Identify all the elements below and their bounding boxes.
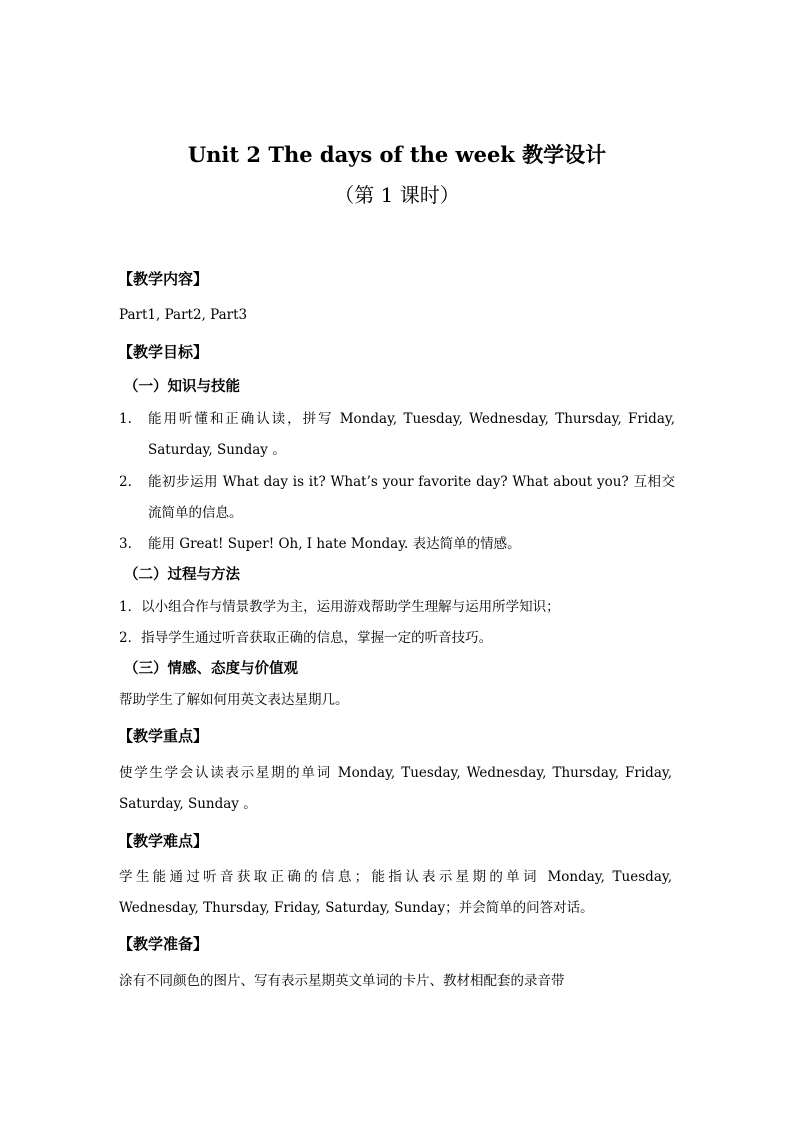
- knowledge-item-1-line2: Saturday, Sunday 。: [148, 442, 286, 458]
- difficulties-line1: 学生能通过听音获取正确的信息；能指认表示星期的单词 Monday, Tuesday,: [119, 869, 672, 885]
- key-points-heading: 【教学重点】: [118, 727, 209, 745]
- difficulties-line2: Wednesday, Thursday, Friday, Saturday, Sunday；并会简单的问答对话。: [119, 900, 594, 916]
- process-item-2: 2．指导学生通过听音获取正确的信息，掌握一定的听音技巧。: [119, 630, 493, 646]
- preparation-text: 涂有不同颜色的图片、写有表示星期英文单词的卡片、教材相配套的录音带: [119, 973, 565, 989]
- objectives-heading: 【教学目标】: [118, 343, 209, 361]
- key-points-line2: Saturday, Sunday 。: [119, 796, 257, 812]
- document-subtitle: （第 1 课时）: [334, 183, 460, 207]
- knowledge-item-2-line2: 流简单的信息。: [148, 505, 243, 521]
- difficulties-heading: 【教学难点】: [118, 832, 209, 850]
- preparation-heading: 【教学准备】: [118, 935, 209, 953]
- emotion-text: 帮助学生了解如何用英文表达星期几。: [119, 692, 349, 708]
- knowledge-heading: （一）知识与技能: [124, 378, 240, 395]
- key-points-line1: 使学生学会认读表示星期的单词 Monday, Tuesday, Wednesday, Thursday, Friday,: [119, 765, 672, 781]
- content-heading: 【教学内容】: [118, 270, 209, 288]
- document-title: Unit 2 The days of the week 教学设计: [187, 142, 607, 167]
- knowledge-item-2-num: 2.: [119, 474, 132, 490]
- knowledge-item-3-num: 3.: [119, 536, 132, 552]
- emotion-heading: （三）情感、态度与价值观: [124, 660, 298, 677]
- content-text: Part1, Part2, Part3: [119, 307, 248, 323]
- knowledge-item-1-line1: 能用听懂和正确认读，拼写 Monday, Tuesday, Wednesday, Thursday, Friday,: [148, 411, 675, 427]
- process-item-1: 1．以小组合作与情景教学为主，运用游戏帮助学生理解与运用所学知识；: [119, 599, 560, 615]
- knowledge-item-1-num: 1.: [119, 411, 132, 427]
- knowledge-item-3-line1: 能用 Great! Super! Oh, I hate Monday. 表达简单的情感。: [148, 536, 521, 552]
- knowledge-item-2-line1: 能初步运用 What day is it? What’s your favorite day? What about you? 互相交: [148, 474, 675, 490]
- process-heading: （二）过程与方法: [124, 566, 240, 583]
